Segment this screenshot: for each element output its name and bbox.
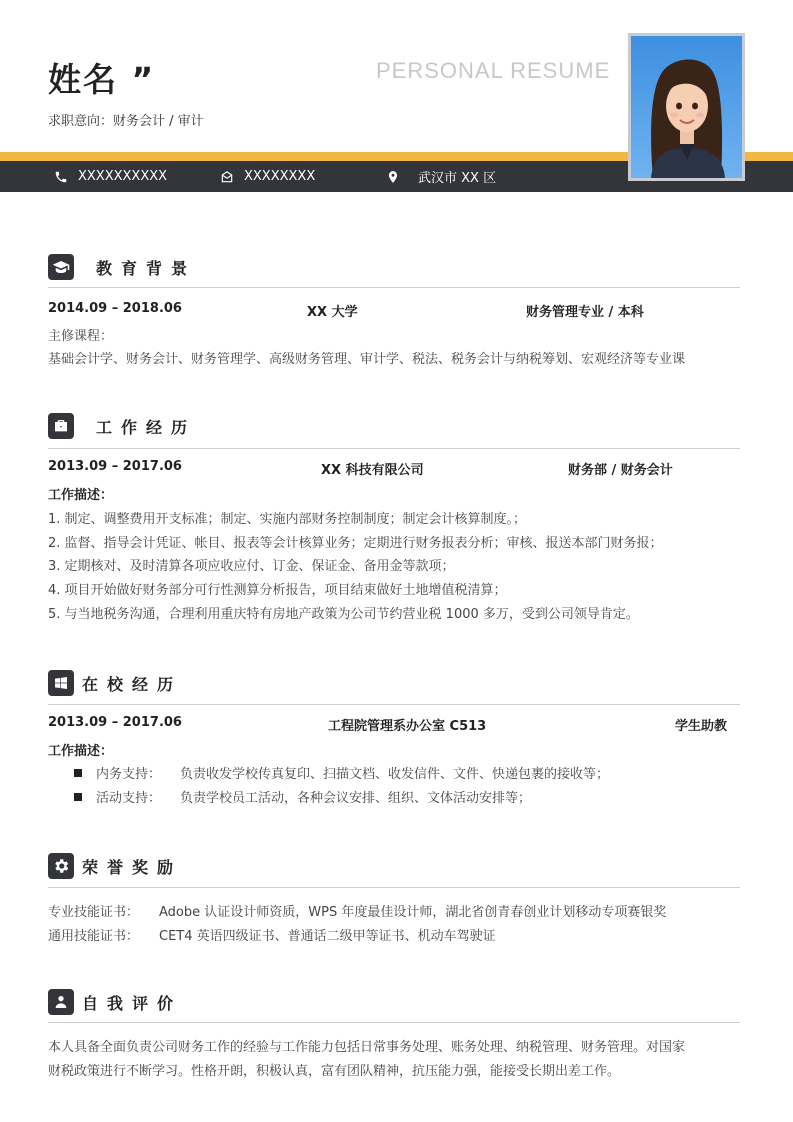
work-item: 2. 监督、指导会计凭证、帐目、报表等会计核算业务；定期进行财务报表分析；审核、报送本部门财务报； — [48, 536, 663, 551]
location-pin-icon — [386, 170, 400, 184]
courses-text: 基础会计学、财务会计、财务管理学、高级财务管理、审计学、税法、税务会计与纳税筹划、宏观经济等专业课 — [48, 352, 686, 367]
bullet-square-icon — [74, 793, 82, 801]
education-section-header — [48, 253, 196, 281]
campus-divider — [48, 704, 740, 705]
address-value: 武汉市 XX 区 — [418, 171, 497, 186]
campus-period: 2013.09 – 2017.06 — [48, 715, 182, 730]
contact-phone — [54, 161, 167, 192]
work-title: 工作经历 — [96, 417, 197, 437]
courses-label: 主修课程： — [48, 329, 114, 344]
contact-address — [386, 161, 496, 192]
honors-title: 荣誉奖励 — [82, 857, 183, 877]
work-divider — [48, 448, 740, 449]
profile-photo — [628, 33, 745, 181]
email-value: XXXXXXXX — [244, 169, 316, 184]
work-desc-label: 工作描述： — [48, 488, 114, 503]
work-item: 4. 项目开始做好财务部分可行性测算分析报告，项目结束做好土地增值税清算； — [48, 583, 507, 598]
work-period: 2013.09 – 2017.06 — [48, 459, 182, 474]
self-text-line: 财税政策进行不断学习。性格开朗，积极认真，富有团队精神，抗压能力强，能接受长期出差工作。 — [48, 1064, 621, 1079]
resume-english-title: PERSONAL RESUME — [376, 58, 611, 83]
honor-label: 通用技能证书： — [48, 929, 140, 944]
job-intent: 求职意向：财务会计 / 审计 — [48, 114, 204, 129]
self-title: 自我评价 — [82, 993, 183, 1013]
campus-desc-label: 工作描述： — [48, 744, 114, 759]
work-section-header — [48, 412, 196, 440]
self-divider — [48, 1022, 740, 1023]
education-school: XX 大学 — [307, 305, 358, 320]
work-role: 财务部 / 财务会计 — [568, 463, 673, 478]
campus-role: 学生助教 — [675, 719, 728, 734]
campus-entry — [48, 715, 740, 735]
contact-email — [220, 161, 315, 192]
education-divider — [48, 287, 740, 288]
gear-icon — [48, 853, 74, 879]
bullet-square-icon — [74, 769, 82, 777]
education-period: 2014.09 – 2018.06 — [48, 301, 182, 316]
education-major: 财务管理专业 / 本科 — [526, 305, 644, 320]
work-item: 5. 与当地税务沟通，合理利用重庆特有房地产政策为公司节约营业税 1000 多万，受到公司领导肯定。 — [48, 607, 639, 622]
mail-icon — [220, 170, 234, 184]
briefcase-icon — [48, 413, 74, 439]
honors-section-header — [48, 852, 182, 880]
honor-label: 专业技能证书： — [48, 905, 140, 920]
campus-item: 内务支持： 负责收发学校传真复印、扫描文档、收发信件、文件、快递包裹的接收等； — [74, 763, 609, 782]
work-company: XX 科技有限公司 — [321, 463, 424, 478]
honor-value: CET4 英语四级证书、普通话二级甲等证书、机动车驾驶证 — [159, 929, 496, 944]
campus-item: 活动支持： 负责学校员工活动，各种会议安排、组织、文体活动安排等； — [74, 787, 531, 806]
graduation-cap-icon — [48, 254, 74, 280]
phone-value: XXXXXXXXXX — [78, 169, 168, 184]
campus-section-header — [48, 669, 182, 697]
phone-icon — [54, 170, 68, 184]
person-icon — [48, 989, 74, 1015]
honors-divider — [48, 887, 740, 888]
education-entry — [48, 301, 740, 321]
education-title: 教育背景 — [96, 258, 197, 278]
campus-place: 工程院管理系办公室 C513 — [328, 719, 487, 734]
windows-icon — [48, 670, 74, 696]
self-section-header — [48, 988, 182, 1016]
work-entry — [48, 459, 740, 479]
resume-name: 姓名 ” — [48, 60, 156, 99]
work-item: 1. 制定、调整费用开支标准；制定、实施内部财务控制制度；制定会计核算制度。； — [48, 512, 527, 527]
campus-title: 在校经历 — [82, 674, 183, 694]
work-item: 3. 定期核对、及时清算各项应收应付、订金、保证金、备用金等款项； — [48, 559, 455, 574]
self-text-line: 本人具备全面负责公司财务工作的经验与工作能力包括日常事务处理、账务处理、纳税管理、财务管理。对国家 — [48, 1040, 686, 1055]
honor-value: Adobe 认证设计师资质，WPS 年度最佳设计师，湖北省创青春创业计划移动专项赛银奖 — [159, 905, 667, 920]
